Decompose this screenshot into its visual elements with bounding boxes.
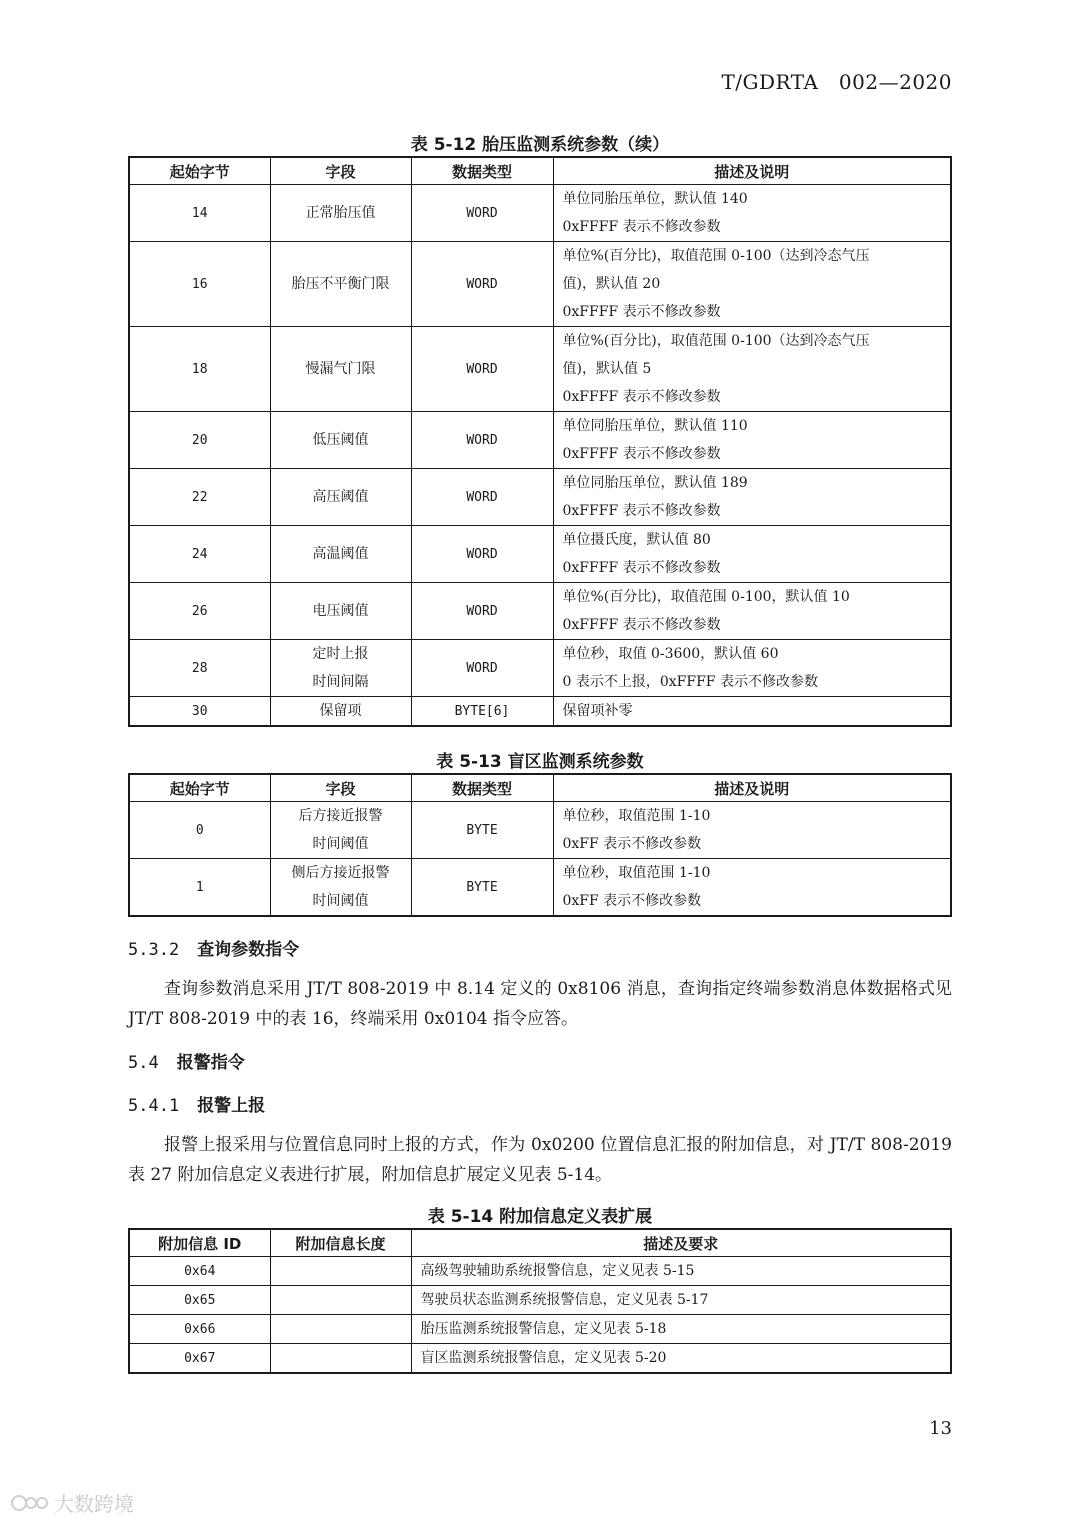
- field-cell: [270, 526, 411, 583]
- cell-line: 0xFFFF 表示不修改参数: [562, 219, 721, 235]
- cell-line: 单位秒，取值范围 1-10: [562, 808, 711, 824]
- description-cell: [553, 802, 951, 859]
- requirement-cell: 高级驾驶辅助系统报警信息，定义见表 5-15: [411, 1257, 951, 1286]
- cell-line: 时间阈值: [312, 893, 369, 909]
- table-row: [129, 469, 951, 526]
- requirement-cell: 盲区监测系统报警信息，定义见表 5-20: [411, 1344, 951, 1374]
- table-5-14-caption: 表 5-14 附加信息定义表扩展: [427, 1207, 653, 1227]
- section-title: 报警上报: [197, 1096, 266, 1116]
- column-header: 附加信息 ID: [129, 1229, 270, 1257]
- requirement-cell: 胎压监测系统报警信息，定义见表 5-18: [411, 1315, 951, 1344]
- cell-line: 单位秒，取值 0-3600，默认值 60: [562, 646, 779, 662]
- table-5-13-caption: 表 5-13 盲区监测系统参数: [436, 752, 644, 772]
- field-cell: [270, 412, 411, 469]
- description-cell: [553, 412, 951, 469]
- cell-line: 单位秒，取值范围 1-10: [562, 865, 711, 881]
- start-byte-cell: 14: [129, 185, 270, 242]
- description-cell: [553, 859, 951, 917]
- description-cell: [553, 242, 951, 327]
- section-5-4-heading: [128, 1048, 245, 1073]
- section-number: 5.4.1: [128, 1096, 180, 1116]
- cell-line: 时间阈值: [312, 836, 369, 852]
- table-row: [129, 1286, 951, 1315]
- table-header-row: [129, 774, 951, 802]
- start-byte-cell: 18: [129, 327, 270, 412]
- field-cell: [270, 583, 411, 640]
- cell-line: 0xFFFF 表示不修改参数: [562, 446, 721, 462]
- start-byte-cell: 1: [129, 859, 270, 917]
- description-cell: [553, 583, 951, 640]
- info-id-cell: 0x64: [129, 1257, 270, 1286]
- cell-line: 定时上报: [312, 646, 369, 662]
- cell-line: 0xFFFF 表示不修改参数: [562, 503, 721, 519]
- table-row: [129, 327, 951, 412]
- field-cell: [270, 327, 411, 412]
- cell-line: 单位%(百分比)，取值范围 0-100（达到冷态气压: [562, 333, 870, 349]
- column-header: 描述及说明: [553, 157, 951, 185]
- cell-line: 正常胎压值: [305, 205, 376, 221]
- table-row: [129, 1257, 951, 1286]
- table-row: [129, 859, 951, 917]
- cell-line: 电压阈值: [312, 603, 369, 619]
- field-cell: [270, 242, 411, 327]
- table-header-row: [129, 157, 951, 185]
- table-row: [129, 1344, 951, 1374]
- table-5-14: [128, 1228, 952, 1374]
- cell-line: 单位同胎压单位，默认值 140: [562, 191, 748, 207]
- info-id-cell: 0x65: [129, 1286, 270, 1315]
- cell-line: 0xFFFF 表示不修改参数: [562, 304, 721, 320]
- cell-line: 0xFFFF 表示不修改参数: [562, 560, 721, 576]
- section-5-4-1-heading: [128, 1091, 265, 1116]
- table-row: [129, 242, 951, 327]
- table-row: [129, 583, 951, 640]
- field-cell: [270, 469, 411, 526]
- section-5-4-1-paragraph: 报警上报采用与位置信息同时上报的方式，作为 0x0200 位置信息汇报的附加信息，对 JT/T 808-2019 表 27 附加信息定义表进行扩展，附加信息扩展定义见表 5-14。: [128, 1135, 952, 1185]
- watermark: [10, 1488, 134, 1517]
- column-header: 描述及要求: [411, 1229, 951, 1257]
- section-number: 5.3.2: [128, 940, 180, 960]
- cell-line: 侧后方接近报警: [291, 865, 390, 881]
- data-type-cell: WORD: [411, 640, 553, 697]
- start-byte-cell: 30: [129, 697, 270, 727]
- data-type-cell: WORD: [411, 469, 553, 526]
- column-header: 数据类型: [411, 774, 553, 802]
- field-cell: [270, 859, 411, 917]
- page-number: 13: [929, 1418, 952, 1439]
- section-5-3-2-paragraph: 查询参数消息采用 JT/T 808-2019 中 8.14 定义的 0x8106 消息，查询指定终端参数消息体数据格式见 JT/T 808-2019 中的表 16，终端采用 0x0104 指令应答。: [128, 979, 952, 1029]
- cell-line: 高温阈值: [312, 546, 369, 562]
- table-row: [129, 802, 951, 859]
- data-type-cell: BYTE[6]: [411, 697, 553, 727]
- start-byte-cell: 0: [129, 802, 270, 859]
- field-cell: [270, 640, 411, 697]
- column-header: 起始字节: [129, 157, 270, 185]
- column-header: 附加信息长度: [270, 1229, 411, 1257]
- cell-line: 胎压不平衡门限: [291, 276, 390, 292]
- cell-line: 单位同胎压单位，默认值 110: [562, 418, 748, 434]
- cell-line: 后方接近报警: [298, 808, 383, 824]
- field-cell: [270, 697, 411, 727]
- info-length-cell: [270, 1286, 411, 1315]
- table-row: [129, 526, 951, 583]
- data-type-cell: WORD: [411, 242, 553, 327]
- start-byte-cell: 26: [129, 583, 270, 640]
- cell-line: 单位摄氏度，默认值 80: [562, 532, 711, 548]
- cell-line: 单位%(百分比)，取值范围 0-100（达到冷态气压: [562, 248, 870, 264]
- cell-line: 0xFFFF 表示不修改参数: [562, 617, 721, 633]
- cell-line: 0xFFFF 表示不修改参数: [562, 389, 721, 405]
- watermark-logo-icon: [10, 1492, 50, 1514]
- data-type-cell: WORD: [411, 185, 553, 242]
- data-type-cell: WORD: [411, 526, 553, 583]
- cell-line: 慢漏气门限: [305, 361, 376, 377]
- start-byte-cell: 24: [129, 526, 270, 583]
- info-id-cell: 0x67: [129, 1344, 270, 1374]
- start-byte-cell: 28: [129, 640, 270, 697]
- document-code: T/GDRTA 002—2020: [721, 70, 952, 94]
- cell-line: 值)，默认值 20: [562, 276, 661, 292]
- table-5-13: [128, 773, 952, 917]
- column-header: 起始字节: [129, 774, 270, 802]
- table-5-12: [128, 156, 952, 727]
- data-type-cell: BYTE: [411, 859, 553, 917]
- cell-line: 单位同胎压单位，默认值 189: [562, 475, 748, 491]
- section-title: 查询参数指令: [197, 940, 300, 960]
- description-cell: [553, 185, 951, 242]
- cell-line: 0xFF 表示不修改参数: [562, 893, 702, 909]
- info-length-cell: [270, 1315, 411, 1344]
- data-type-cell: WORD: [411, 583, 553, 640]
- cell-line: 0xFF 表示不修改参数: [562, 836, 702, 852]
- table-row: [129, 185, 951, 242]
- cell-line: 低压阈值: [312, 432, 369, 448]
- cell-line: 0 表示不上报，0xFFFF 表示不修改参数: [562, 674, 818, 690]
- data-type-cell: BYTE: [411, 802, 553, 859]
- cell-line: 值)，默认值 5: [562, 361, 652, 377]
- description-cell: [553, 327, 951, 412]
- section-number: 5.4: [128, 1053, 159, 1073]
- description-cell: [553, 469, 951, 526]
- section-5-3-2-heading: [128, 935, 299, 960]
- table-row: [129, 1315, 951, 1344]
- table-row: [129, 697, 951, 727]
- data-type-cell: WORD: [411, 327, 553, 412]
- info-length-cell: [270, 1344, 411, 1374]
- column-header: 描述及说明: [553, 774, 951, 802]
- watermark-text: 大数跨境: [54, 1492, 134, 1516]
- start-byte-cell: 20: [129, 412, 270, 469]
- table-5-12-caption: 表 5-12 胎压监测系统参数（续）: [410, 135, 670, 155]
- column-header: 数据类型: [411, 157, 553, 185]
- cell-line: 单位%(百分比)，取值范围 0-100，默认值 10: [562, 589, 850, 605]
- start-byte-cell: 16: [129, 242, 270, 327]
- cell-line: 时间间隔: [312, 674, 369, 690]
- info-id-cell: 0x66: [129, 1315, 270, 1344]
- table-row: [129, 412, 951, 469]
- field-cell: [270, 802, 411, 859]
- section-title: 报警指令: [176, 1053, 245, 1073]
- description-cell: [553, 640, 951, 697]
- info-length-cell: [270, 1257, 411, 1286]
- description-cell: [553, 526, 951, 583]
- column-header: 字段: [270, 157, 411, 185]
- cell-line: 高压阈值: [312, 489, 369, 505]
- table-header-row: [129, 1229, 951, 1257]
- cell-line: 保留项: [319, 703, 362, 719]
- description-cell: [553, 697, 951, 727]
- field-cell: [270, 185, 411, 242]
- data-type-cell: WORD: [411, 412, 553, 469]
- start-byte-cell: 22: [129, 469, 270, 526]
- column-header: 字段: [270, 774, 411, 802]
- requirement-cell: 驾驶员状态监测系统报警信息，定义见表 5-17: [411, 1286, 951, 1315]
- cell-line: 保留项补零: [562, 703, 633, 719]
- table-row: [129, 640, 951, 697]
